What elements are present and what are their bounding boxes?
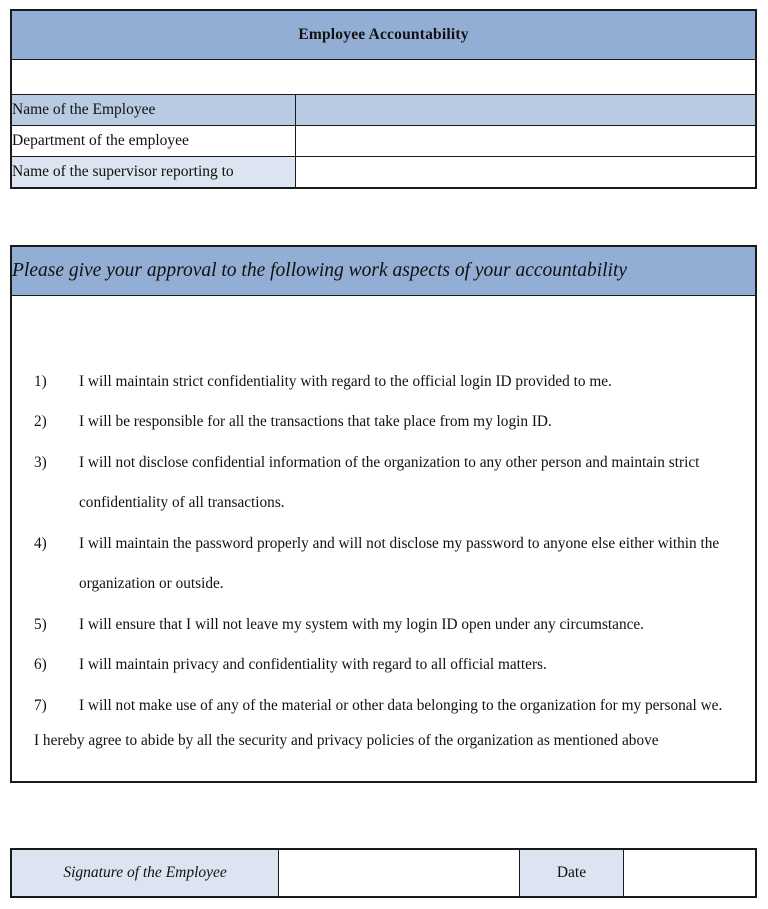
list-item (24, 443, 737, 524)
signature-label: Signature of the Employee (11, 849, 279, 897)
clause-text: I will maintain the password properly and will not disclose my password to anyone else either within the organization or outside. (79, 534, 720, 593)
list-item (24, 362, 737, 403)
clause-text: I will maintain strict confidentiality with regard to the official login ID provided to me. (79, 372, 612, 390)
department-field[interactable] (296, 126, 756, 157)
table-row-clauses (11, 296, 756, 783)
signature-table (10, 848, 757, 898)
clause-number: 1) (34, 372, 47, 390)
list-item (24, 686, 737, 727)
supervisor-label: Name of the supervisor reporting to (11, 157, 296, 189)
employee-name-label: Name of the Employee (11, 95, 296, 126)
approval-section-header: Please give your approval to the following work aspects of your accountability (11, 246, 756, 296)
department-label: Department of the employee (11, 126, 296, 157)
clause-text: I will be responsible for all the transactions that take place from my login ID. (79, 413, 552, 431)
date-label: Date (519, 849, 623, 897)
clause-number: 4) (34, 534, 47, 552)
list-item (24, 605, 737, 646)
signature-field[interactable] (279, 849, 520, 897)
list-item (24, 524, 737, 605)
clause-text: I will ensure that I will not leave my system with my login ID open under any circumstance. (79, 615, 644, 633)
clause-list (12, 326, 755, 752)
clause-number: 7) (34, 696, 47, 714)
table-row (11, 95, 756, 126)
closing-agreement-statement: I hereby agree to abide by all the security and privacy policies of the organization as mentioned above (34, 732, 659, 750)
spacer-cell (11, 60, 756, 95)
clauses-cell (11, 296, 756, 783)
clause-number: 5) (34, 615, 47, 633)
employee-name-field[interactable] (296, 95, 756, 126)
clause-number: 3) (34, 453, 47, 471)
table-row-section-header (11, 246, 756, 296)
approval-declarations-table (10, 245, 757, 783)
date-field[interactable] (624, 849, 756, 897)
clause-text: I will maintain privacy and confidentiality with regard to all official matters. (79, 656, 547, 674)
table-row (11, 157, 756, 189)
list-item (24, 645, 737, 686)
table-row (11, 126, 756, 157)
list-item (24, 402, 737, 443)
clause-number: 2) (34, 413, 47, 431)
clause-number: 6) (34, 656, 47, 674)
clause-text: I will not make use of any of the material or other data belonging to the organization for my personal we. (79, 696, 723, 714)
clause-text: I will not disclose confidential information of the organization to any other person and maintain strict confidentiality of all transactions. (79, 453, 700, 512)
table-row (11, 849, 756, 897)
supervisor-field[interactable] (296, 157, 756, 189)
employee-identification-table (10, 9, 757, 189)
table-row-spacer (11, 60, 756, 95)
table-row-title (11, 10, 756, 60)
page-title: Employee Accountability (11, 10, 756, 60)
